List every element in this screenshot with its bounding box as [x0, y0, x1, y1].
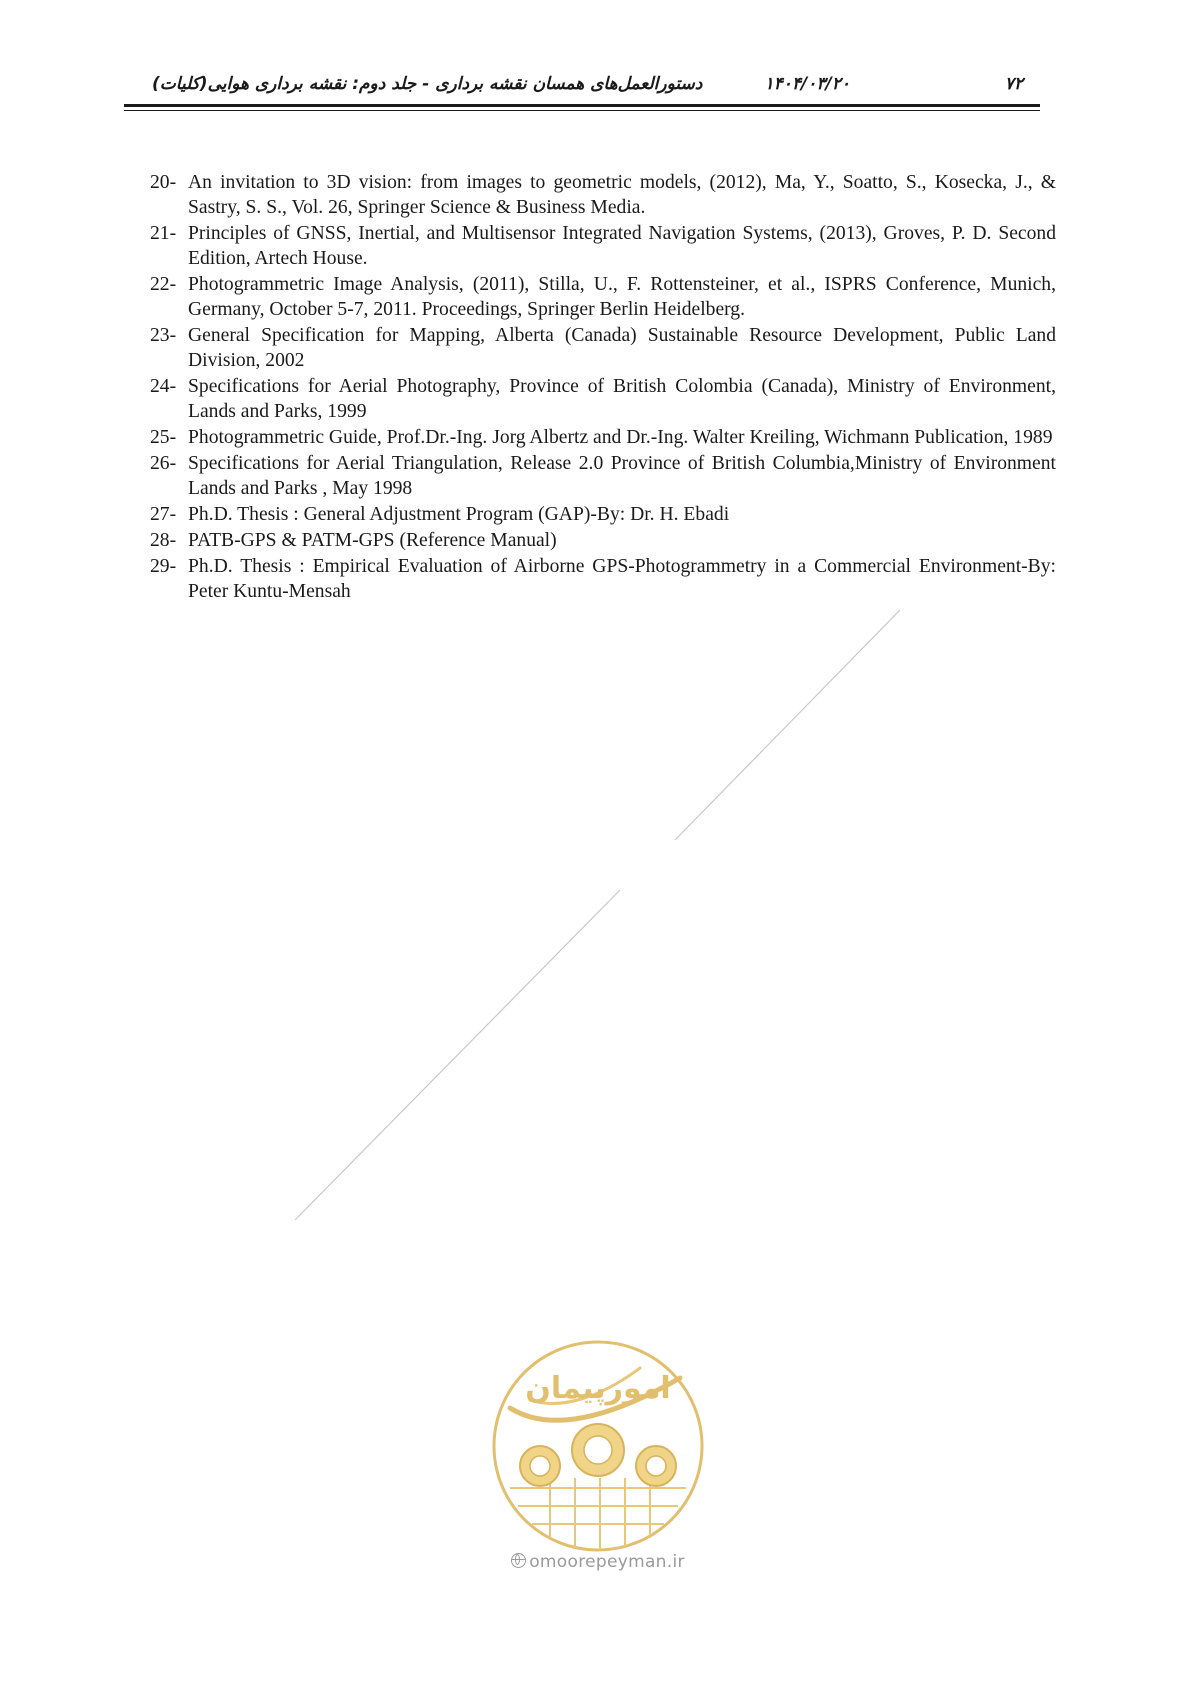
- globe-icon: [511, 1553, 526, 1568]
- reference-number: 24-: [150, 376, 177, 397]
- reference-text: Photogrammetric Image Analysis, (2011), Stilla, U., F. Rottensteiner, et al., ISPRS Conference, Munich, Germany, October 5-7, 2011. Proceedings, Springer Berlin Heidelberg.: [188, 274, 1056, 320]
- reference-number: 25-: [150, 427, 177, 448]
- reference-number: 22-: [150, 274, 177, 295]
- reference-text: General Specification for Mapping, Alberta (Canada) Sustainable Resource Development, Public Land Division, 2002: [188, 325, 1056, 371]
- page-number: ۷۲: [1004, 74, 1023, 94]
- reference-text: Specifications for Aerial Photography, Province of British Colombia (Canada), Ministry of Environment, Lands and Parks, 1999: [188, 376, 1056, 422]
- header-title: دستورالعمل‌های همسان نقشه برداری - جلد دوم: نقشه برداری هوایی(کلیات): [152, 74, 703, 94]
- grid-pattern: [510, 1478, 686, 1550]
- reference-item: [150, 528, 1056, 553]
- watermark-url: omoorepeyman.ir: [529, 1552, 685, 1572]
- reference-item: [150, 502, 1056, 527]
- page-header: [124, 70, 1040, 110]
- reference-number: 29-: [150, 556, 177, 577]
- reference-item: [150, 374, 1056, 424]
- reference-text: Photogrammetric Guide, Prof.Dr.-Ing. Jorg Albertz and Dr.-Ing. Walter Kreiling, Wichmann Publication, 1989: [188, 427, 1053, 448]
- reference-item: [150, 554, 1056, 604]
- watermark-line: [675, 610, 900, 840]
- header-date: ۱۴۰۴/۰۳/۲۰: [764, 74, 850, 94]
- reference-text: PATB-GPS & PATM-GPS (Reference Manual): [188, 530, 557, 551]
- reference-list: [150, 170, 1056, 605]
- reference-item: [150, 272, 1056, 322]
- reference-number: 27-: [150, 504, 177, 525]
- reference-text: An invitation to 3D vision: from images to geometric models, (2012), Ma, Y., Soatto, S., Kosecka, J., & Sastry, S. S., Vol. 26, Springer Science & Business Media.: [188, 172, 1056, 218]
- watermark-line: [295, 890, 620, 1220]
- header-rule-thin: [124, 110, 1040, 111]
- logo-text: امورپیمان: [525, 1371, 671, 1406]
- header-rule-thick: [124, 104, 1040, 107]
- reference-number: 21-: [150, 223, 177, 244]
- reference-item: [150, 425, 1056, 450]
- reference-text: Principles of GNSS, Inertial, and Multisensor Integrated Navigation Systems, (2013), Groves, P. D. Second Edition, Artech House.: [188, 223, 1056, 269]
- reference-text: Specifications for Aerial Triangulation, Release 2.0 Province of British Columbia,Ministry of Environment Lands and Parks , May 1998: [188, 453, 1056, 499]
- reference-text: Ph.D. Thesis : Empirical Evaluation of Airborne GPS-Photogrammetry in a Commercial Environment-By: Peter Kuntu-Mensah: [188, 556, 1056, 602]
- reference-item: [150, 451, 1056, 501]
- watermark-caption: [490, 1552, 706, 1572]
- reference-number: 26-: [150, 453, 177, 474]
- reference-item: [150, 323, 1056, 373]
- watermark-logo: [490, 1338, 706, 1554]
- reference-text: Ph.D. Thesis : General Adjustment Program (GAP)-By: Dr. H. Ebadi: [188, 504, 730, 525]
- reference-number: 23-: [150, 325, 177, 346]
- reference-item: [150, 170, 1056, 220]
- reference-number: 20-: [150, 172, 177, 193]
- reference-number: 28-: [150, 530, 177, 551]
- reference-item: [150, 221, 1056, 271]
